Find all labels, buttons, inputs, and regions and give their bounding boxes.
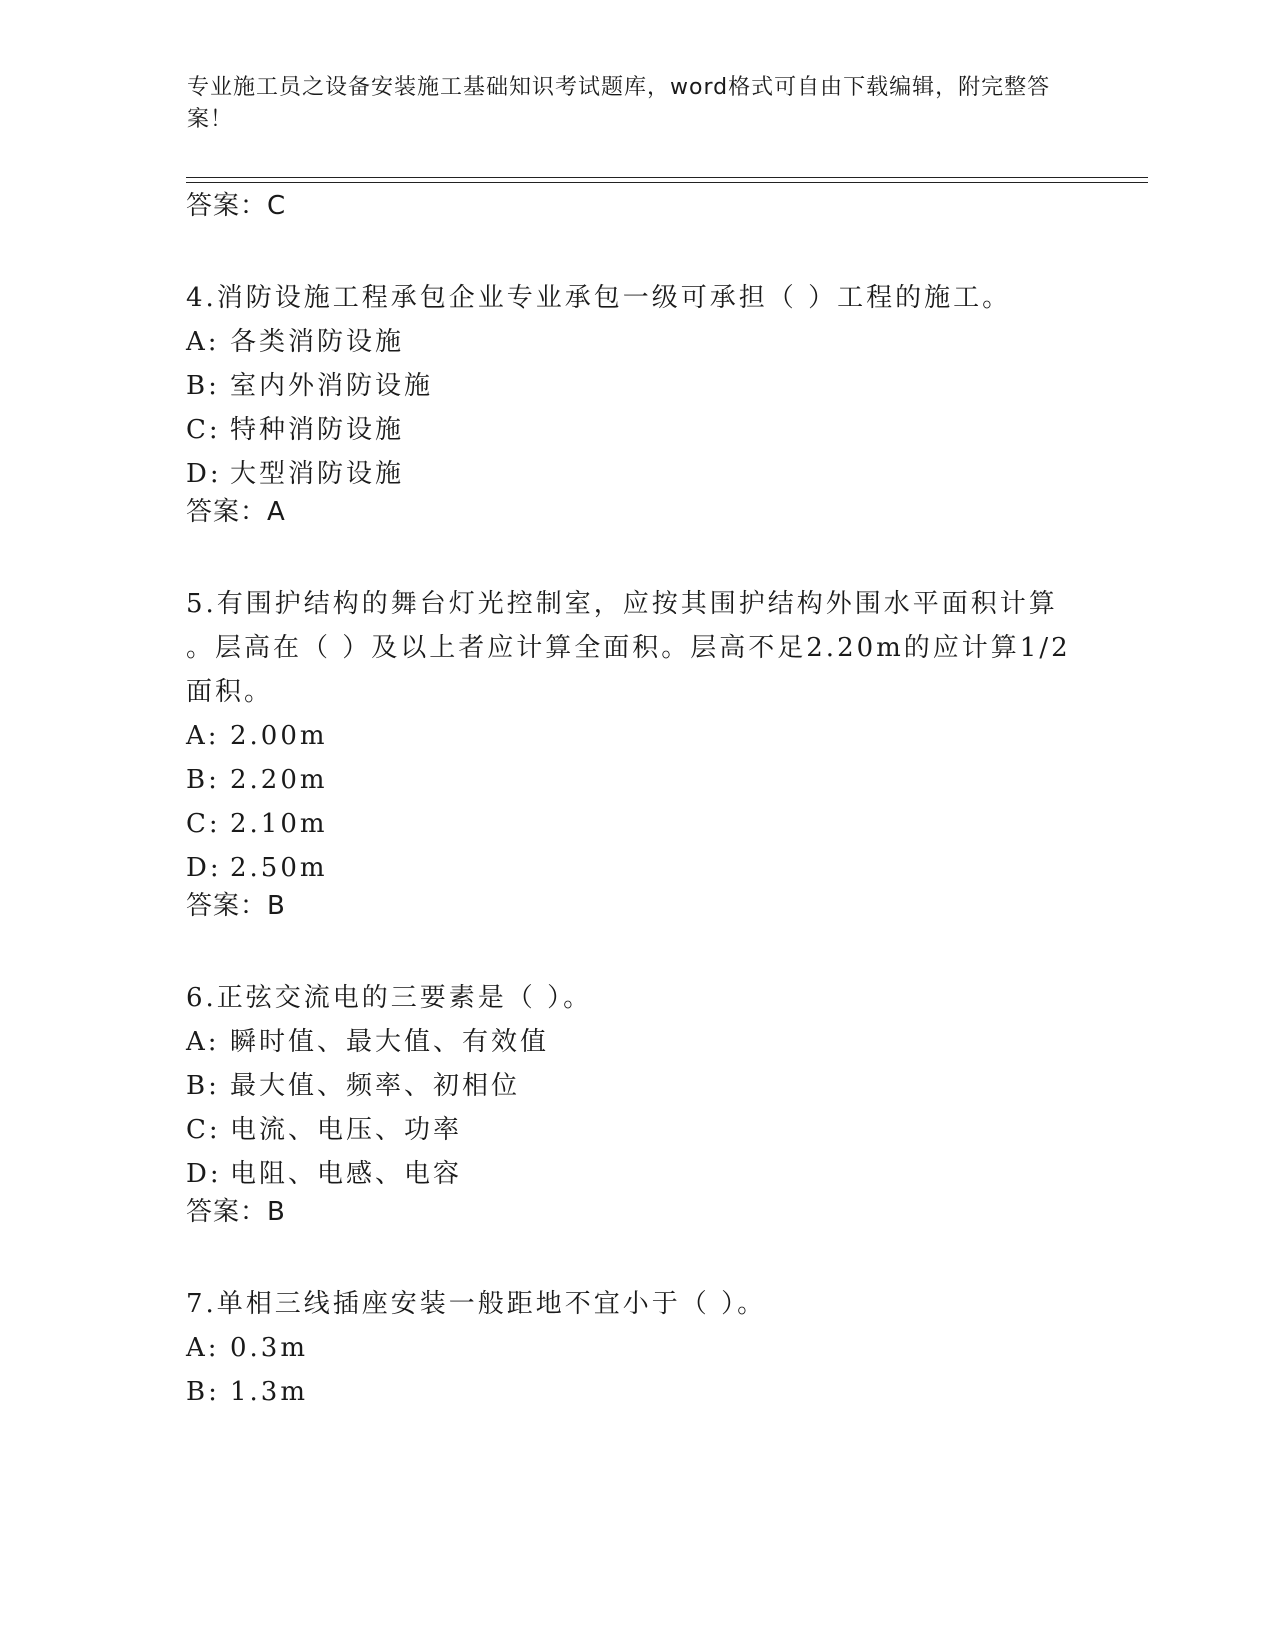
option-c: C: 电流、电压、功率 [186, 1115, 463, 1145]
option-a: A: 各类消防设施 [186, 327, 405, 357]
answer-line: 答案：B [186, 891, 286, 921]
header-rule-top [186, 177, 1148, 178]
option-b: B: 室内外消防设施 [186, 371, 434, 401]
option-a: A: 2.00m [186, 721, 328, 751]
option-d: D: 电阻、电感、电容 [186, 1159, 463, 1189]
answer-line: 答案：A [186, 497, 286, 527]
option-c: C: 2.10m [186, 809, 328, 839]
answer-line: 答案：B [186, 1197, 286, 1227]
option-b: B: 1.3m [186, 1377, 309, 1407]
answer-line: 答案：C [186, 191, 287, 221]
question-text-line: 。层高在（ ）及以上者应计算全面积。层高不足2.20m的应计算1/2 [186, 633, 1071, 663]
question-text-line: 面积。 [186, 677, 274, 707]
question-text: 4.消防设施工程承包企业专业承包一级可承担（ ）工程的施工。 [186, 283, 1012, 313]
option-d: D: 2.50m [186, 853, 328, 883]
question-text: 6.正弦交流电的三要素是（ ）。 [186, 983, 593, 1013]
option-b: B: 2.20m [186, 765, 328, 795]
option-a: A: 0.3m [186, 1333, 309, 1363]
question-text: 7.单相三线插座安装一般距地不宜小于（ ）。 [186, 1289, 767, 1319]
question-text-line: 5.有围护结构的舞台灯光控制室，应按其围护结构外围水平面积计算 [186, 589, 1058, 619]
option-d: D: 大型消防设施 [186, 459, 405, 489]
option-a: A: 瞬时值、最大值、有效值 [186, 1027, 550, 1057]
option-b: B: 最大值、频率、初相位 [186, 1071, 521, 1101]
document-header: 专业施工员之设备安装施工基础知识考试题库，word格式可自由下载编辑，附完整答案！ [187, 75, 1051, 132]
header-rule-bottom [186, 182, 1148, 183]
option-c: C: 特种消防设施 [186, 415, 405, 445]
